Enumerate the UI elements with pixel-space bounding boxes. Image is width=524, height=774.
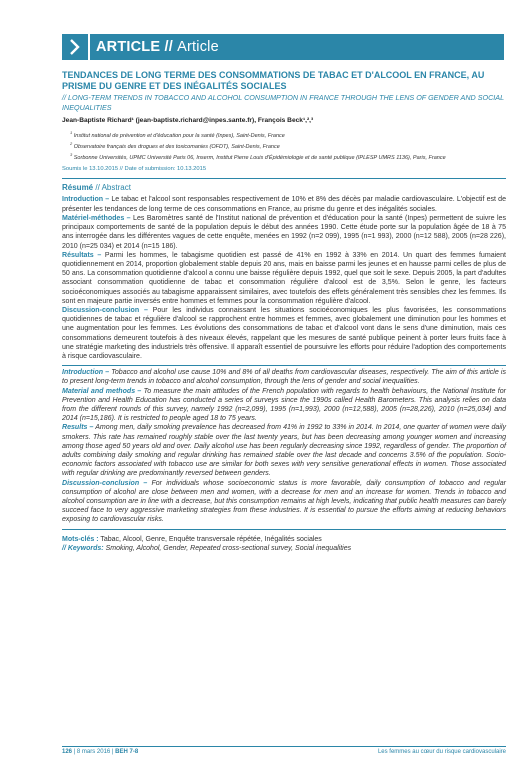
banner-label: ARTICLE // Article: [96, 39, 219, 55]
abstract-fr-methods: Matériel-méthodes – Les Baromètres santé de l'Institut national de prévention et d'éducation pour la santé (Inpes) permettent de suivre les principaux comportements de santé de la population depuis le début des années 1990. Cette étude porte sur la population âgée de 18 à 75 ans interrogée dans les différentes vagues de cette enquête, menées en 1992 (n=2 099), 1995 (n=1 993), 2000 (n=12 588), 2005 (n=28 226), 2010 (n=25 034) et 2014 (n=15 186).: [62, 214, 506, 250]
affiliation: $^1$ Institut national de prévention et d'éducation pour la santé (Inpes), Saint-Denis, France: [70, 130, 285, 139]
abstract-fr-discussion: Discussion-conclusion – Pour les individus connaissant les situations socioéconomiques les plus favorisées, les consommations quotidiennes de tabac et régulière d'alcool se rapprochent entre hommes et femmes, avec globalement une diminution pour les hommes et une augmentation pour les femmes. Les évolutions des consommations de tabac et d'alcool vont dans le sens d'une diminution, mais ces consommations demeurent toutefois à des niveaux élevés, rappelant que les mesures de santé publique peinent à porter leurs fruits face à une stratégie marketing des industriels très offensive. Il apparaît essentiel de poursuivre les efforts pour réduire l'adoption des comportements à risque cardiovasculaire.: [62, 306, 507, 360]
article-title: TENDANCES DE LONG TERME DES CONSOMMATIONS DE TABAC ET D'ALCOOL EN FRANCE, AU PRISME DU GENRE ET DES INÉGALITÉS SOCIALES: [62, 70, 485, 91]
keywords-en: // Keywords: Smoking, Alcohol, Gender, Repeated cross-sectional survey, Social inequalities: [62, 544, 352, 552]
abstract-fr-introduction: Introduction – Le tabac et l'alcool sont responsables respectivement de 10% et 8% des décès par maladie cardiovasculaire. L'objectif est de présenter les tendances de long terme de ces consommations en France, au prisme du genre et des inégalités sociales.: [62, 196, 506, 213]
divider: [62, 178, 506, 179]
page-footer: [62, 749, 506, 755]
affiliations: [62, 129, 506, 161]
article-content: [62, 70, 506, 553]
abstract-en-results: Results – Among men, daily smoking prevalence has decreased from 41% in 1992 to 33% in 2014. In 2014, one quarter of women were daily smokers. This rate has remained roughly stable over the last twenty years, but has been decreasing among younger women and increasing among those aged 50 years old and over. Daily alcohol use has been regularly decreasing since 1992, regardless of gender. The proportion of adults combining daily smoking and regular drinking has remained stable over the last decade and concerns 3.5% of the population. Socio-economic factors associated with tobacco use are similar for both sexes with very sensitive generational effects in women. Those associated with regular drinking are predominantly reversed between genders.: [62, 424, 506, 478]
article-banner: [62, 34, 504, 60]
abstract-fr-results: Résultats – Parmi les hommes, le tabagisme quotidien est passé de 41% en 1992 à 33% en 2014. Un quart des femmes fumaient quotidiennement en 2014, proportion globalement stable depuis 20 ans, mais en baisse parmi les jeunes et en hausse parmi celles de plus de 50 ans. La consommation quotidienne d'alcool a connu une baisse régulière depuis 1992, quel que soit le sexe. Depuis 2005, la part d'adultes associant consommation quotidienne de tabac et consommation régulière d'alcool est de 3,5%. Selon le genre, les facteurs socioéconomiques associés au tabagisme apparaissent similaires, avec toutefois des effets généralement très sensibles chez les femmes. Ils sont en majeure partie inversés entre hommes et femmes pour la consommation régulière d'alcool.: [62, 251, 506, 305]
footer-rule: [62, 746, 506, 747]
abstract-en-discussion: Discussion-conclusion – For individuals whose socioeconomic status is more favorable, daily consumption of tobacco and regular consumption of alcohol are close between men and women, with a decrease for men and an increase for women. Trends in tobacco and alcohol consumption are in line with a decrease, but this consumption remains at high levels, indicating that public health measures can barely succeed face to very aggressive marketing strategies from these industries. It is essential to pursue the efforts aiming at reducing behaviors exposing to cardiovascular risks.: [62, 479, 506, 524]
authors: Jean-Baptiste Richard¹ (jean-baptiste.richard@inpes.sante.fr), François Beck¹,²,³: [62, 117, 314, 124]
abstract-heading: Résumé // Abstract: [62, 183, 131, 193]
footer-right: Les femmes au cœur du risque cardiovasculaire: [377, 749, 506, 755]
chevron-right-icon: [62, 34, 90, 60]
abstract-en-methods: Material and methods – To measure the main attitudes of the French population with regards to health behaviours, the National Institute for Prevention and Health Education has conducted a series of surveys since the 1990s called Health Barometers. This analysis relies on data from the different rounds of this survey, namely 1992 (n=2,099), 1995 (n=1,993), 2000 (n=12,588), 2005 (n=28,226), 2010 (n=25,034) and 2014 (n=15,186). It is restricted to people aged 18 to 75 years.: [62, 387, 506, 423]
footer-left: 126 | 8 mars 2016 | BEH 7-8: [62, 749, 139, 755]
affiliation: $^2$ Observatoire français des drogues et des toxicomanies (OFDT), Saint-Denis, France: [70, 140, 280, 150]
abstract-en-introduction: Introduction – Tobacco and alcohol use cause 10% and 8% of all deaths from cardiovascular diseases, respectively. The aim of this article is to present long-term trends in tobacco and alcohol consumption, through the lens of gender and social inequalities.: [62, 369, 506, 386]
submission-date: Soumis le 13.10.2015 // Date of submission: 10.13.2015: [62, 166, 207, 173]
article-title-en: // LONG-TERM TRENDS IN TOBACCO AND ALCOHOL CONSUMPTION IN FRANCE THROUGH THE LENS OF GENDER AND SOCIAL INEQUALITIES: [62, 93, 504, 112]
divider: [62, 365, 506, 366]
affiliation: $^3$ Sorbonne Universités, UPMC Université Paris 06, Inserm, Institut Pierre Louis d'Épidémiologie et de santé publique (IPLESP UMRS 1136), Paris, France: [70, 151, 446, 161]
keywords-fr: Mots-clés : Tabac, Alcool, Genre, Enquête transversale répétée, Inégalités sociales: [62, 535, 322, 543]
divider: [62, 529, 506, 530]
